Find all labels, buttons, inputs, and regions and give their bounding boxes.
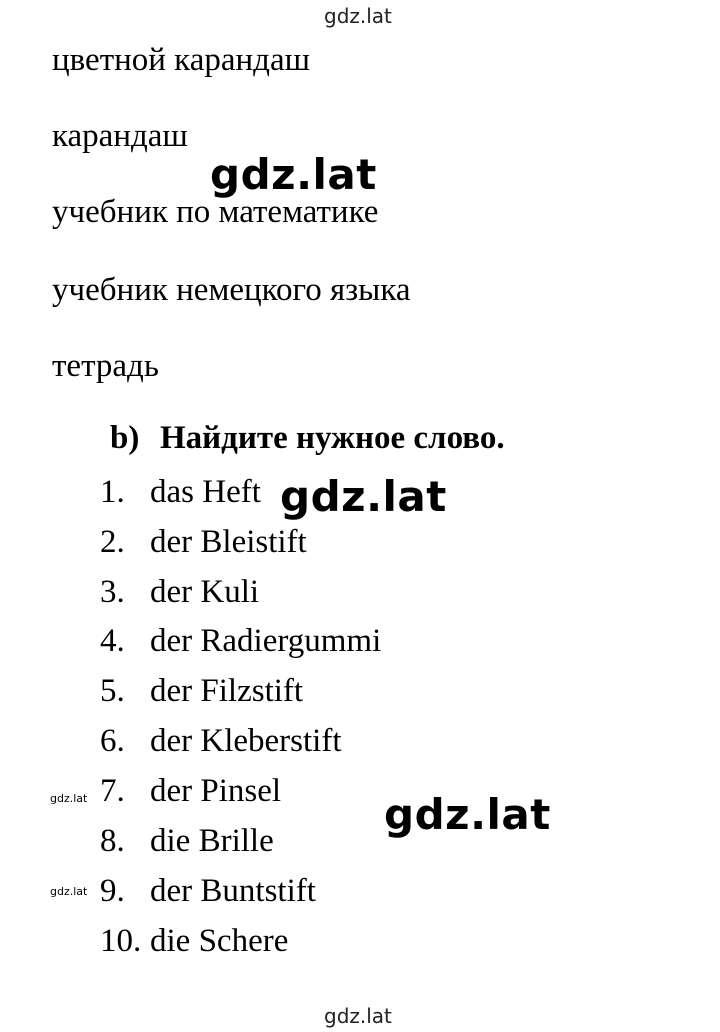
- item-text: die Brille: [150, 823, 274, 859]
- item-text: der Kuli: [150, 574, 260, 610]
- section-marker: b): [110, 420, 140, 456]
- section-b-heading: [110, 420, 505, 457]
- item-number: 8.: [100, 823, 125, 859]
- watermark-tiny-1: gdz.lat: [50, 792, 88, 805]
- watermark-top: gdz.lat: [324, 4, 392, 28]
- list-item: [100, 574, 259, 614]
- item-text: der Radiergummi: [150, 623, 382, 659]
- list-item: [100, 873, 316, 913]
- watermark-large-1: gdz.lat: [210, 150, 377, 199]
- item-text: das Heft: [150, 474, 261, 510]
- item-text: der Filzstift: [150, 673, 304, 709]
- item-number: 3.: [100, 574, 125, 610]
- list-item: [100, 673, 303, 713]
- watermark-large-3: gdz.lat: [384, 790, 551, 839]
- item-number: 4.: [100, 623, 125, 659]
- item-number: 9.: [100, 873, 125, 909]
- list-item: [100, 524, 307, 564]
- russian-word: учебник немецкого языка: [52, 272, 411, 308]
- section-title: Найдите нужное слово.: [160, 420, 505, 456]
- watermark-large-2: gdz.lat: [280, 472, 447, 521]
- item-number: 7.: [100, 773, 125, 809]
- watermark-bottom: gdz.lat: [324, 1004, 392, 1028]
- item-text: der Pinsel: [150, 773, 282, 809]
- item-number: 2.: [100, 524, 125, 560]
- russian-word: учебник по математике: [52, 194, 379, 230]
- item-text: der Buntstift: [150, 873, 316, 909]
- item-text: der Bleistift: [150, 524, 307, 560]
- list-item: [100, 823, 274, 863]
- russian-word: тетрадь: [52, 348, 159, 384]
- list-item: [100, 773, 281, 813]
- item-number: 10.: [100, 923, 142, 959]
- russian-word: цветной карандаш: [52, 42, 311, 78]
- russian-word: карандаш: [52, 118, 188, 154]
- list-item: [100, 923, 288, 963]
- watermark-tiny-2: gdz.lat: [50, 885, 88, 898]
- item-number: 1.: [100, 474, 125, 510]
- item-text: der Kleberstift: [150, 723, 342, 759]
- list-item: [100, 623, 381, 663]
- list-item: [100, 723, 342, 763]
- item-number: 5.: [100, 673, 125, 709]
- item-number: 6.: [100, 723, 125, 759]
- item-text: die Schere: [150, 923, 289, 959]
- list-item: [100, 474, 261, 514]
